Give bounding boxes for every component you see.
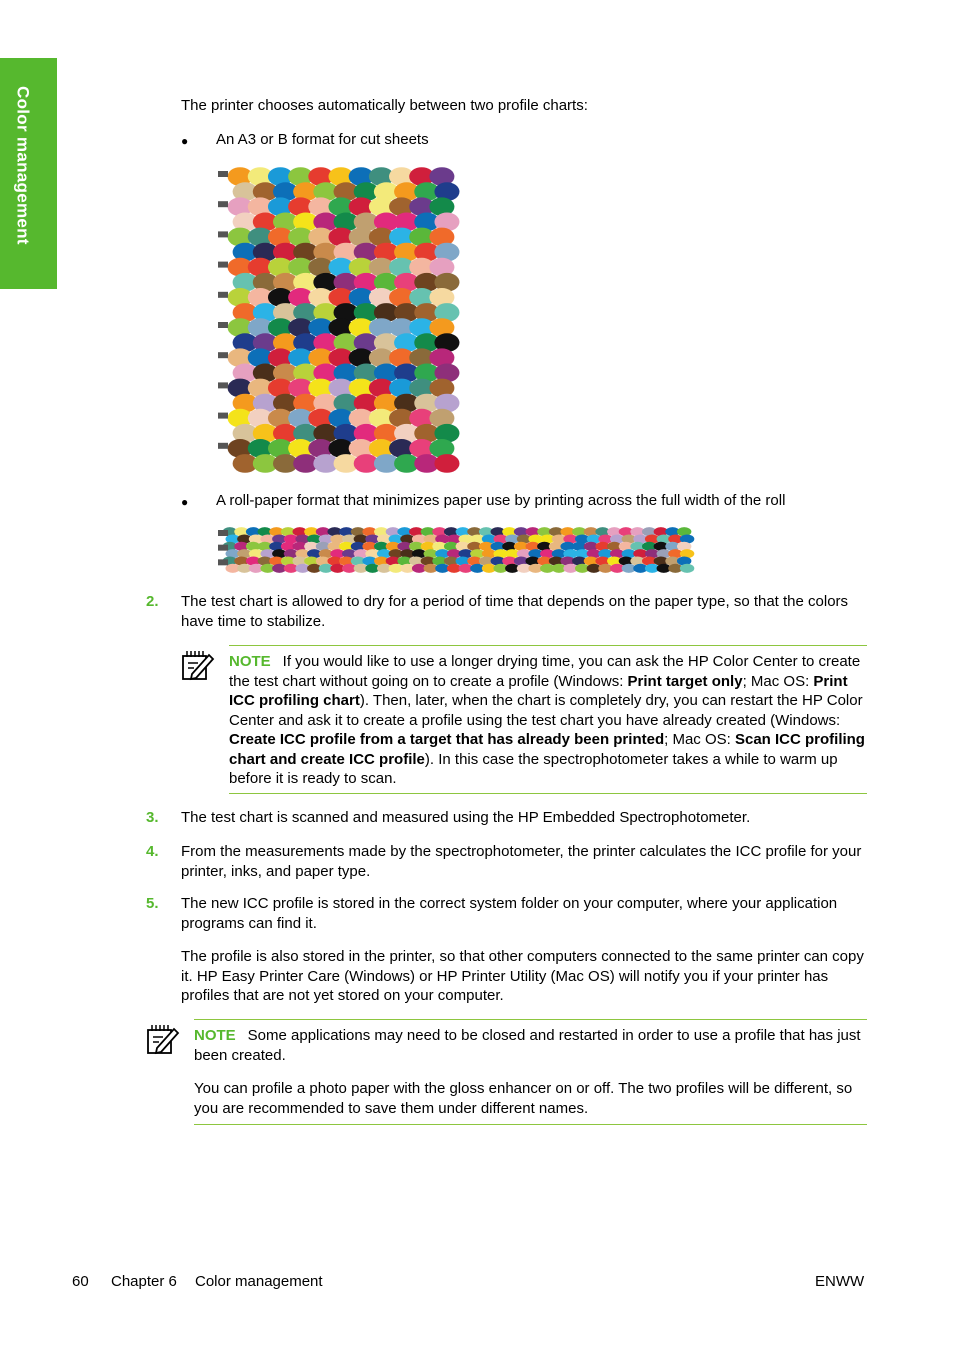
note-icon — [180, 648, 216, 682]
footer-chapter-title: Color management — [195, 1273, 323, 1290]
note-label: NOTE — [229, 653, 271, 670]
note-bold: Create ICC profile from a target that has already been printed — [229, 731, 665, 748]
note-text: ; Mac OS: — [664, 731, 735, 748]
step-2-text: The test chart is allowed to dry for a period of time that depends on the paper type, so that the colors have time to stabilize. — [181, 593, 849, 630]
color-patch — [680, 564, 694, 573]
registration-mark — [218, 352, 228, 358]
footer-chapter: Chapter 6 — [111, 1273, 177, 1290]
note-text: If you would like to use a longer drying time, you can ask the HP Color Center to create the test chart without going on to create a profile (Windows: — [229, 653, 861, 690]
note-label: NOTE — [194, 1027, 236, 1044]
note-text: ). In this case the spectrophotometer takes a while to warm up before it is ready to scan. — [229, 750, 838, 787]
side-tab-label: Color management — [13, 86, 33, 245]
roll-profile-chart-image — [216, 524, 696, 576]
step-number: 3. — [146, 809, 159, 826]
intro-text: The printer chooses automatically between two profile charts: — [181, 97, 588, 114]
registration-mark — [218, 231, 228, 237]
bullet-marker: ● — [181, 495, 189, 509]
registration-mark — [218, 201, 228, 207]
note-top-rule — [194, 1019, 867, 1020]
registration-mark — [218, 292, 228, 298]
step-5-extra: The profile is also stored in the printer, so that other computers connected to the same printer can copy it. HP Easy Printer Care (Windows) or HP Printer Utility (Mac OS) will notify you if your printer has profiles that are not yet stored on your computer. — [181, 948, 864, 1004]
note-bottom-rule — [229, 793, 867, 794]
a3-profile-chart-image — [216, 163, 464, 475]
step-5-text: The new ICC profile is stored in the correct system folder on your computer, where your application programs can find it. — [181, 895, 838, 932]
note-2 — [194, 1026, 869, 1065]
chapter-side-tab — [0, 58, 57, 289]
registration-mark — [218, 322, 228, 328]
bullet-cut-sheets: An A3 or B format for cut sheets — [216, 131, 429, 148]
registration-mark — [218, 530, 228, 536]
footer-enww: ENWW — [815, 1273, 865, 1290]
bullet-roll-paper: A roll-paper format that minimizes paper use by printing across the full width of the roll — [216, 492, 786, 509]
note-top-rule — [229, 645, 867, 646]
note-text: ; Mac OS: — [742, 672, 814, 690]
step-number: 4. — [146, 843, 159, 860]
color-patch — [434, 454, 459, 473]
step-4-text: From the measurements made by the spectrophotometer, the printer calculates the ICC profile for your printer, inks, and paper type. — [181, 843, 862, 880]
note-bold: Print target only — [627, 672, 743, 690]
step-number: 5. — [146, 895, 159, 912]
note-text: ). Then, later, when the chart is completely dry, you can restart the HP Color Center and ask it to create a profile using the test chart you have already created (Windows: — [229, 692, 863, 729]
registration-mark — [218, 413, 228, 419]
step-3-text: The test chart is scanned and measured using the HP Embedded Spectrophotometer. — [181, 809, 751, 826]
note-bold: Print ICC profiling chart — [229, 672, 848, 709]
note-2-para: You can profile a photo paper with the gloss enhancer on or off. The two profiles will be different, so you are recommended to save them under different names. — [194, 1080, 853, 1117]
registration-mark — [218, 382, 228, 388]
registration-mark — [218, 443, 228, 449]
registration-mark — [218, 559, 228, 565]
note-1 — [229, 652, 869, 789]
note-bold: Scan ICC profiling chart and create ICC profile — [229, 731, 865, 768]
registration-mark — [218, 262, 228, 268]
footer-page-number: 60 — [72, 1273, 89, 1290]
note-text: Some applications may need to be closed and restarted in order to use a profile that has just been created. — [194, 1027, 861, 1064]
bullet-marker: ● — [181, 134, 189, 148]
note-bottom-rule — [194, 1124, 867, 1125]
registration-mark — [218, 171, 228, 177]
registration-mark — [218, 545, 228, 551]
note-icon — [145, 1022, 181, 1056]
step-number: 2. — [146, 593, 159, 610]
